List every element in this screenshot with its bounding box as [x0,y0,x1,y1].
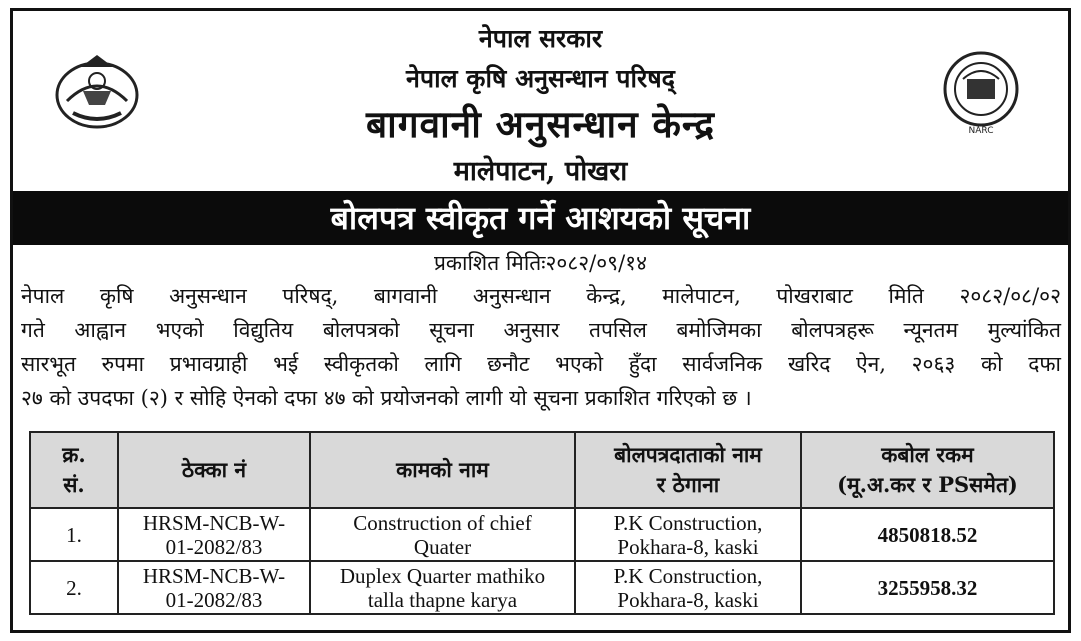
published-date: प्रकाशित मितिः२०८२/०९/१४ [433,251,648,275]
col-header-serial: क्र. सं. [30,432,118,508]
cell-amount: 4850818.52 [801,508,1054,561]
table-row [30,561,1054,614]
header-council: नेपाल कृषि अनुसन्धान परिषद् [406,64,675,93]
cell-bidder: P.K Construction, Pokhara-8, kaski [575,508,801,561]
narc-logo-icon [941,49,1021,135]
notice-header [13,11,1068,191]
cell-contract-no: HRSM-NCB-W- 01-2082/83 [118,561,310,614]
notice-title-banner: बोलपत्र स्वीकृत गर्ने आशयको सूचना [13,191,1068,245]
header-location: मालेपाटन, पोखरा [453,156,628,187]
table-header-row [30,432,1054,508]
cell-serial: 2. [30,561,118,614]
narc-logo-text: NARC [968,126,994,135]
notice-frame [10,8,1071,633]
bid-table [29,431,1055,615]
header-centre-name: बागवानी अनुसन्धान केन्द्र [365,102,715,146]
col-header-contract-no: ठेक्का नं [118,432,310,508]
header-government: नेपाल सरकार [478,24,603,53]
cell-work-name: Construction of chief Quater [310,508,575,561]
col-header-bidder: बोलपत्रदाताको नाम र ठेगाना [575,432,801,508]
cell-serial: 1. [30,508,118,561]
cell-amount: 3255958.32 [801,561,1054,614]
col-header-work-name: कामको नाम [310,432,575,508]
cell-work-name: Duplex Quarter mathiko talla thapne karya [310,561,575,614]
paragraph-line: गते आह्वान भएको विद्युतिय बोलपत्रको सूचना अनुसार तपसिल बमोजिमका बोलपत्रहरू न्यूनतम मुल्यांकित [21,318,1061,342]
paragraph-line: सारभूत रुपमा प्रभावग्राही भई स्वीकृतको लागि छनौट भएको हुँदा सार्वजनिक खरिद ऐन, २०६३ को दफा [21,352,1061,376]
paragraph-line: २७ को उपदफा (२) र सोहि ऐनको दफा ४७ को प्रयोजनको लागी यो सूचना प्रकाशित गरिएको छ । [21,386,752,410]
paragraph-line: नेपाल कृषि अनुसन्धान परिषद्, बागवानी अनुसन्धान केन्द्र, मालेपाटन, पोखराबाट मिति २०८२/०८/०२ [21,284,1061,308]
table-row [30,508,1054,561]
notice-paragraph [21,279,1061,415]
col-header-bid-amount: कबोल रकम (मू.अ.कर र PSसमेत) [801,432,1054,508]
cell-contract-no: HRSM-NCB-W- 01-2082/83 [118,508,310,561]
cell-bidder: P.K Construction, Pokhara-8, kaski [575,561,801,614]
